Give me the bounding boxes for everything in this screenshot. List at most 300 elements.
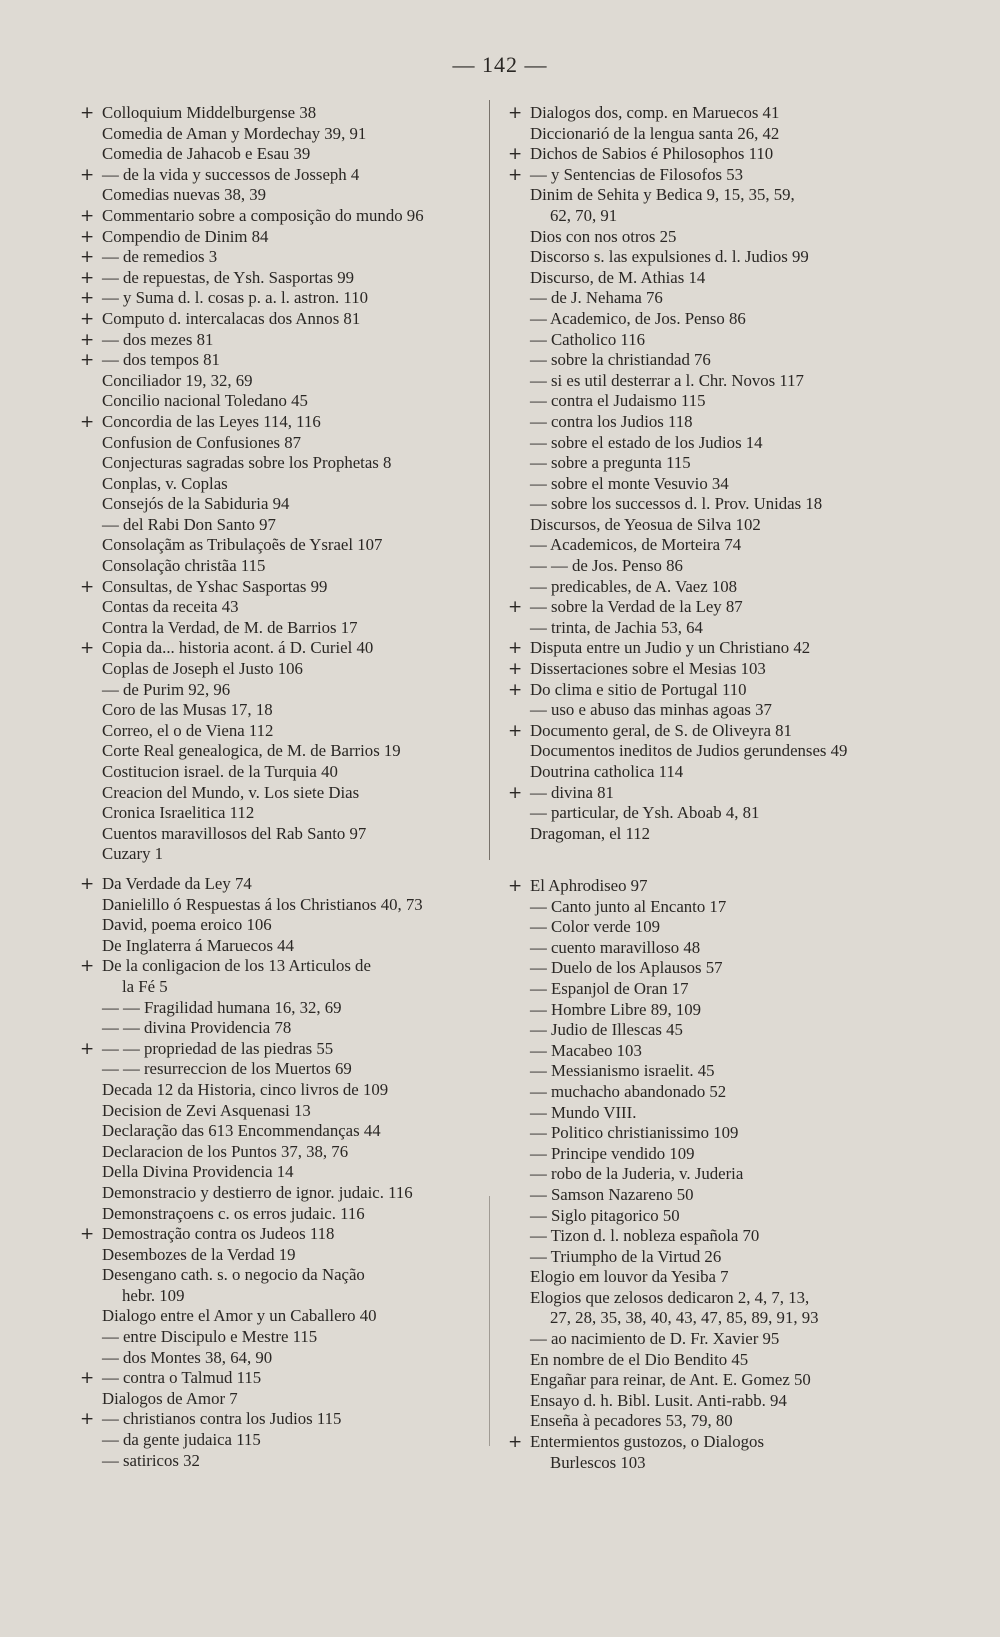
entry-text: — sobre a pregunta 115: [530, 453, 691, 473]
index-entry: [508, 535, 948, 556]
index-entry: [508, 433, 948, 454]
entry-text: Dissertaciones sobre el Mesias 103: [530, 659, 766, 679]
index-entry: [80, 577, 490, 598]
entry-text: — — resurreccion de los Muertos 69: [102, 1059, 352, 1079]
entry-text: — uso e abuso das minhas agoas 37: [530, 700, 772, 720]
entry-text: De la conligacion de los 13 Articulos de: [102, 956, 371, 976]
entry-marker: +: [80, 205, 95, 226]
entry-text: — — de Jos. Penso 86: [530, 556, 683, 576]
index-entry: [508, 1453, 948, 1474]
index-entry: [508, 1123, 948, 1144]
index-entry: [508, 741, 948, 762]
entry-text: — divina 81: [530, 782, 614, 802]
entry-text: — predicables, de A. Vaez 108: [530, 576, 738, 596]
index-entry: [508, 1329, 948, 1350]
entry-text: — Triumpho de la Virtud 26: [530, 1246, 722, 1266]
entry-list: [508, 876, 948, 1473]
index-entry: [80, 185, 490, 206]
index-entry: [508, 124, 948, 145]
entry-text: Concordia de las Leyes 114, 116: [102, 411, 321, 431]
index-entry: [508, 803, 948, 824]
index-entry: [80, 1430, 490, 1451]
entry-text: Demonstracio y destierro de ignor. judaic. 116: [102, 1182, 413, 1202]
entry-text: — Academicos, de Morteira 74: [530, 535, 742, 555]
entry-text: — Espanjol de Oran 17: [530, 978, 689, 998]
entry-text: — Hombre Libre 89, 109: [530, 999, 702, 1019]
entry-text: Dialogo entre el Amor y un Caballero 40: [102, 1306, 377, 1326]
entry-text: — Duelo de los Aplausos 57: [530, 958, 723, 978]
entry-text: — dos mezes 81: [102, 329, 214, 349]
entry-text: — del Rabi Don Santo 97: [102, 514, 276, 534]
index-entry: [80, 535, 490, 556]
index-entry: [508, 1103, 948, 1124]
index-entry: [508, 1308, 948, 1329]
entry-text: — ao nacimiento de D. Fr. Xavier 95: [530, 1329, 780, 1349]
index-entry: [80, 412, 490, 433]
entry-marker: +: [80, 288, 95, 309]
entry-text: Desengano cath. s. o negocio da Nação: [102, 1265, 365, 1285]
index-entry: [80, 803, 490, 824]
entry-text: — Tizon d. l. nobleza española 70: [530, 1226, 760, 1246]
index-entry: [80, 680, 490, 701]
index-entry: [80, 1245, 490, 1266]
entry-text: Contas da receita 43: [102, 597, 239, 617]
entry-text: Contra la Verdad, de M. de Barrios 17: [102, 617, 358, 637]
index-entry: [508, 1082, 948, 1103]
index-entry: [80, 1080, 490, 1101]
entry-text: Confusion de Confusiones 87: [102, 432, 302, 452]
entry-text: — Academico, de Jos. Penso 86: [530, 308, 746, 328]
index-entry: [80, 1101, 490, 1122]
index-entry: [508, 1144, 948, 1165]
index-entry: [508, 1061, 948, 1082]
index-entry: [508, 165, 948, 186]
index-entry: [80, 741, 490, 762]
index-entry: [508, 1391, 948, 1412]
entry-text: — — divina Providencia 78: [102, 1018, 292, 1038]
entry-text: — entre Discipulo e Mestre 115: [102, 1327, 318, 1347]
entry-text: Consolaçãm as Tribulaçoẽs de Ysrael 107: [102, 535, 383, 555]
index-entry: [80, 165, 490, 186]
index-entry: [508, 1288, 948, 1309]
index-entry: [80, 956, 490, 977]
entry-text: — de la vida y successos de Josseph 4: [102, 164, 360, 184]
index-entry: [508, 371, 948, 392]
index-entry: [80, 1265, 490, 1286]
index-entry: [80, 288, 490, 309]
entry-text: — Macabeo 103: [530, 1040, 642, 1060]
index-entry: [80, 844, 490, 865]
index-entry: [80, 330, 490, 351]
entry-text: Comedia de Jahacob e Esau 39: [102, 144, 311, 164]
entry-text: Declaração das 613 Encommendanças 44: [102, 1121, 381, 1141]
index-entry: [80, 206, 490, 227]
index-entry: [508, 762, 948, 783]
entry-text: Dialogos de Amor 7: [102, 1388, 238, 1408]
index-entry: [80, 936, 490, 957]
entry-marker: +: [80, 874, 95, 894]
entry-text: — y Suma d. l. cosas p. a. l. astron. 110: [102, 288, 368, 308]
index-entry: [508, 1164, 948, 1185]
entry-text: Ensayo d. h. Bibl. Lusit. Anti-rabb. 94: [530, 1390, 787, 1410]
index-entry: [80, 762, 490, 783]
index-entry: [508, 1432, 948, 1453]
page-number: — 142 —: [452, 52, 548, 77]
entry-marker: +: [80, 1409, 95, 1430]
index-entry: [80, 556, 490, 577]
index-entry: [508, 618, 948, 639]
entry-text: — sobre la Verdad de la Ley 87: [530, 597, 743, 617]
index-entry: [508, 247, 948, 268]
entry-text: Disputa entre un Judio y un Christiano 42: [530, 638, 811, 658]
entry-marker: +: [80, 329, 95, 350]
entry-text: — — propriedad de las piedras 55: [102, 1038, 334, 1058]
index-entry: [80, 433, 490, 454]
entry-text: 27, 28, 35, 38, 40, 43, 47, 85, 89, 91, 93: [550, 1308, 819, 1328]
index-entry: [508, 1206, 948, 1227]
entry-text: Demostração contra os Judeos 118: [102, 1224, 335, 1244]
entry-text: — contra o Talmud 115: [102, 1368, 262, 1388]
entry-marker: +: [508, 597, 523, 618]
entry-text: Entermientos gustozos, o Dialogos: [530, 1432, 764, 1452]
entry-text: Cuentos maravillosos del Rab Santo 97: [102, 823, 367, 843]
entry-text: — Siglo pitagorico 50: [530, 1205, 680, 1225]
index-entry: [80, 494, 490, 515]
entry-text: — satiricos 32: [102, 1450, 200, 1470]
entry-marker: +: [80, 411, 95, 432]
index-entry: [80, 144, 490, 165]
entry-marker: +: [80, 103, 95, 123]
entry-text: — Mundo VIII.: [530, 1102, 637, 1122]
index-entry: [508, 288, 948, 309]
entry-text: Documento geral, de S. de Oliveyra 81: [530, 720, 792, 740]
entry-text: Dragoman, el 112: [530, 823, 651, 843]
index-entry: [80, 1204, 490, 1225]
entry-text: — sobre la christiandad 76: [530, 350, 711, 370]
entry-text: Creacion del Mundo, v. Los siete Dias: [102, 782, 360, 802]
index-entry: [508, 144, 948, 165]
index-entry: [80, 309, 490, 330]
index-entry: [80, 824, 490, 845]
index-entry: [80, 1121, 490, 1142]
entry-text: Coro de las Musas 17, 18: [102, 700, 273, 720]
index-entry: [80, 1018, 490, 1039]
index-entry: [80, 1286, 490, 1307]
index-entry: [80, 618, 490, 639]
index-entry: [508, 1226, 948, 1247]
index-entry: [508, 1185, 948, 1206]
index-entry: [80, 1039, 490, 1060]
entry-marker: +: [508, 103, 523, 123]
index-entry: [80, 977, 490, 998]
entry-text: — Messianismo israelit. 45: [530, 1061, 715, 1081]
index-entry: [80, 998, 490, 1019]
entry-text: Computo d. intercalacas dos Annos 81: [102, 308, 361, 328]
index-column-top-left: [80, 103, 490, 865]
entry-text: El Aphrodiseo 97: [530, 876, 648, 895]
entry-marker: +: [80, 638, 95, 659]
entry-marker: +: [508, 144, 523, 165]
entry-text: Demonstraçoens c. os erros judaic. 116: [102, 1203, 365, 1223]
index-entry: [80, 1306, 490, 1327]
index-entry: [80, 721, 490, 742]
index-entry: [80, 391, 490, 412]
entry-list: [80, 874, 490, 1471]
index-entry: [508, 897, 948, 918]
index-entry: [80, 1368, 490, 1389]
index-column-bottom-right: [508, 876, 948, 1473]
entry-text: Conciliador 19, 32, 69: [102, 370, 253, 390]
entry-marker: +: [508, 164, 523, 185]
index-entry: [80, 915, 490, 936]
index-entry: [508, 268, 948, 289]
entry-text: Enseña à pecadores 53, 79, 80: [530, 1411, 733, 1431]
entry-text: Consultas, de Yshac Sasportas 99: [102, 576, 328, 596]
index-entry: [508, 876, 948, 897]
index-entry: [508, 494, 948, 515]
entry-text: Discursos, de Yeosua de Silva 102: [530, 514, 761, 534]
index-entry: [508, 474, 948, 495]
index-entry: [508, 638, 948, 659]
entry-text: — da gente judaica 115: [102, 1430, 261, 1450]
entry-text: Cronica Israelitica 112: [102, 803, 255, 823]
entry-text: Compendio de Dinim 84: [102, 226, 269, 246]
index-entry: [80, 1059, 490, 1080]
index-entry: [80, 453, 490, 474]
entry-text: Commentario sobre a composição do mundo 96: [102, 205, 424, 225]
entry-text: Comedia de Aman y Mordechay 39, 91: [102, 123, 367, 143]
entry-text: Elogios que zelosos dedicaron 2, 4, 7, 13,: [530, 1287, 810, 1307]
entry-text: — trinta, de Jachia 53, 64: [530, 617, 703, 637]
index-entry: [508, 227, 948, 248]
index-entry: [508, 1041, 948, 1062]
index-entry: [80, 895, 490, 916]
index-entry: [508, 515, 948, 536]
entry-text: — particular, de Ysh. Aboab 4, 81: [530, 803, 760, 823]
index-entry: [508, 577, 948, 598]
index-entry: [508, 979, 948, 1000]
index-entry: [508, 1411, 948, 1432]
index-entry: [80, 638, 490, 659]
entry-text: Copia da... historia acont. á D. Curiel 40: [102, 638, 374, 658]
entry-text: Correo, el o de Viena 112: [102, 720, 274, 740]
entry-text: — Canto junto al Encanto 17: [530, 896, 727, 916]
entry-text: — sobre el estado de los Judios 14: [530, 432, 763, 452]
entry-text: Colloquium Middelburgense 38: [102, 103, 317, 122]
entry-text: Coplas de Joseph el Justo 106: [102, 659, 303, 679]
index-entry: [508, 330, 948, 351]
index-entry: [80, 783, 490, 804]
index-entry: [80, 1224, 490, 1245]
entry-text: Dinim de Sehita y Bedica 9, 15, 35, 59,: [530, 185, 795, 205]
index-entry: [508, 1267, 948, 1288]
entry-text: — sobre los successos d. l. Prov. Unidas 18: [530, 494, 823, 514]
entry-text: — contra el Judaismo 115: [530, 391, 706, 411]
index-entry: [508, 958, 948, 979]
entry-text: Do clima e sitio de Portugal 110: [530, 679, 747, 699]
entry-marker: +: [80, 1224, 95, 1245]
entry-text: — dos Montes 38, 64, 90: [102, 1347, 273, 1367]
index-entry: [80, 659, 490, 680]
entry-text: hebr. 109: [122, 1285, 185, 1305]
index-entry: [508, 700, 948, 721]
index-entry: [80, 1183, 490, 1204]
entry-text: Discurso, de M. Athias 14: [530, 267, 706, 287]
index-entry: [80, 700, 490, 721]
entry-text: — Samson Nazareno 50: [530, 1184, 694, 1204]
index-entry: [508, 1350, 948, 1371]
index-entry: [80, 474, 490, 495]
index-entry: [80, 350, 490, 371]
entry-text: Concilio nacional Toledano 45: [102, 391, 308, 411]
entry-text: Della Divina Providencia 14: [102, 1162, 294, 1182]
index-entry: [508, 597, 948, 618]
entry-text: — si es util desterrar a l. Chr. Novos 117: [530, 370, 804, 390]
entry-marker: +: [508, 720, 523, 741]
index-entry: [80, 515, 490, 536]
entry-marker: +: [80, 1038, 95, 1059]
entry-marker: +: [80, 247, 95, 268]
entry-text: — y Sentencias de Filosofos 53: [530, 164, 744, 184]
index-entry: [508, 721, 948, 742]
index-entry: [80, 1451, 490, 1472]
entry-text: De Inglaterra á Maruecos 44: [102, 935, 294, 955]
index-entry: [80, 1409, 490, 1430]
index-entry: [80, 124, 490, 145]
index-entry: [80, 1389, 490, 1410]
entry-text: — de J. Nehama 76: [530, 288, 663, 308]
entry-text: — Catholico 116: [530, 329, 645, 349]
entry-text: Burlescos 103: [550, 1452, 646, 1472]
index-entry: [508, 659, 948, 680]
entry-marker: +: [508, 638, 523, 659]
index-entry: [80, 1348, 490, 1369]
entry-text: Corte Real genealogica, de M. de Barrios 19: [102, 741, 401, 761]
index-entry: [80, 103, 490, 124]
index-entry: [508, 1020, 948, 1041]
entry-marker: +: [80, 226, 95, 247]
entry-marker: +: [80, 350, 95, 371]
index-entry: [508, 185, 948, 206]
entry-text: — contra los Judios 118: [530, 411, 693, 431]
entry-text: Danielillo ó Respuestas á los Christianos 40, 73: [102, 894, 423, 914]
index-entry: [508, 412, 948, 433]
entry-marker: +: [80, 576, 95, 597]
index-entry: [508, 938, 948, 959]
index-entry: [508, 783, 948, 804]
entry-text: Diccionarió de la lengua santa 26, 42: [530, 123, 780, 143]
entry-text: David, poema eroico 106: [102, 915, 272, 935]
entry-marker: +: [508, 782, 523, 803]
entry-text: — robo de la Juderia, v. Juderia: [530, 1164, 744, 1184]
entry-text: Elogio em louvor da Yesiba 7: [530, 1267, 729, 1287]
entry-text: — sobre el monte Vesuvio 34: [530, 473, 729, 493]
index-entry: [508, 350, 948, 371]
entry-text: — Judio de Illescas 45: [530, 1020, 683, 1040]
entry-text: Da Verdade da Ley 74: [102, 874, 252, 893]
entry-list: [80, 103, 490, 865]
index-column-bottom-left: [80, 874, 490, 1471]
entry-text: Documentos ineditos de Judios gerundenses 49: [530, 741, 848, 761]
entry-text: Engañar para reinar, de Ant. E. Gomez 50: [530, 1370, 811, 1390]
entry-text: Declaracion de los Puntos 37, 38, 76: [102, 1141, 349, 1161]
index-column-top-right: [508, 103, 948, 844]
index-entry: [508, 206, 948, 227]
index-entry: [508, 453, 948, 474]
index-entry: [508, 680, 948, 701]
entry-text: Consolação christãa 115: [102, 556, 266, 576]
entry-text: — muchacho abandonado 52: [530, 1081, 727, 1101]
entry-marker: +: [80, 164, 95, 185]
entry-marker: +: [508, 679, 523, 700]
entry-text: Dichos de Sabios é Philosophos 110: [530, 144, 774, 164]
entry-text: — de Purim 92, 96: [102, 679, 231, 699]
entry-text: 62, 70, 91: [550, 205, 618, 225]
entry-text: Doutrina catholica 114: [530, 762, 684, 781]
entry-text: En nombre de el Dio Bendito 45: [530, 1349, 749, 1369]
index-entry: [508, 103, 948, 124]
entry-text: Comedias nuevas 38, 39: [102, 185, 267, 205]
entry-text: Discorso s. las expulsiones d. l. Judios 99: [530, 247, 809, 267]
entry-text: — cuento maravilloso 48: [530, 937, 701, 957]
index-entry: [80, 1142, 490, 1163]
entry-list: [508, 103, 948, 844]
entry-text: Dios con nos otros 25: [530, 226, 677, 246]
index-entry: [80, 247, 490, 268]
index-entry: [80, 874, 490, 895]
index-entry: [508, 917, 948, 938]
entry-text: Decada 12 da Historia, cinco livros de 109: [102, 1079, 389, 1099]
index-entry: [80, 227, 490, 248]
index-entry: [508, 556, 948, 577]
index-entry: [508, 1247, 948, 1268]
index-entry: [508, 824, 948, 845]
index-entry: [508, 1000, 948, 1021]
entry-marker: +: [80, 267, 95, 288]
index-entry: [80, 1327, 490, 1348]
entry-marker: +: [508, 659, 523, 680]
entry-text: Cuzary 1: [102, 844, 164, 864]
entry-text: Conplas, v. Coplas: [102, 473, 228, 493]
index-entry: [80, 371, 490, 392]
entry-text: — dos tempos 81: [102, 350, 220, 370]
entry-text: Costitucion israel. de la Turquia 40: [102, 762, 338, 781]
entry-text: Consejós de la Sabiduria 94: [102, 494, 290, 514]
entry-text: Decision de Zevi Asquenasi 13: [102, 1100, 311, 1120]
entry-text: — Principe vendido 109: [530, 1143, 695, 1163]
entry-text: — christianos contra los Judios 115: [102, 1409, 342, 1429]
entry-marker: +: [80, 1368, 95, 1389]
entry-marker: +: [80, 956, 95, 977]
entry-text: Desembozes de la Verdad 19: [102, 1244, 296, 1264]
entry-text: — Color verde 109: [530, 917, 661, 937]
index-entry: [508, 391, 948, 412]
entry-text: la Fé 5: [122, 976, 168, 996]
entry-marker: +: [508, 1432, 523, 1453]
index-entry: [80, 268, 490, 289]
entry-text: — — Fragilidad humana 16, 32, 69: [102, 997, 342, 1017]
entry-text: — Politico christianissimo 109: [530, 1123, 739, 1143]
index-entry: [80, 597, 490, 618]
entry-text: Dialogos dos, comp. en Maruecos 41: [530, 103, 780, 122]
entry-text: — de repuestas, de Ysh. Sasportas 99: [102, 267, 354, 287]
index-entry: [508, 1370, 948, 1391]
entry-text: — de remedios 3: [102, 247, 218, 267]
entry-marker: +: [80, 308, 95, 329]
index-entry: [508, 309, 948, 330]
entry-marker: +: [508, 876, 523, 896]
index-entry: [80, 1162, 490, 1183]
